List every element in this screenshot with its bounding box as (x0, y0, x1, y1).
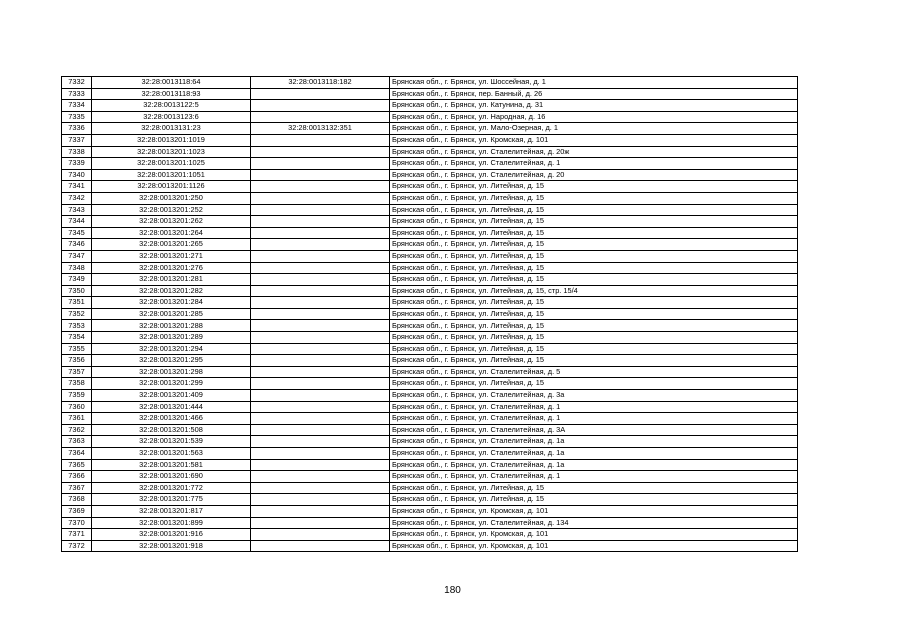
address-cell: Брянская обл., г. Брянск, ул. Сталелитейная, д. 20 (390, 169, 798, 181)
row-number-cell: 7372 (62, 540, 92, 552)
cadastral-number-cell: 32:28:0013201:262 (92, 216, 251, 228)
table-row (62, 424, 798, 436)
cadastral-number-cell: 32:28:0013201:299 (92, 378, 251, 390)
row-number-cell: 7347 (62, 250, 92, 262)
table-row (62, 134, 798, 146)
cadastral-number-cell: 32:28:0013201:285 (92, 308, 251, 320)
address-cell: Брянская обл., г. Брянск, ул. Кромская, д. 101 (390, 505, 798, 517)
cadastral-number-cell: 32:28:0013201:775 (92, 494, 251, 506)
related-cadastral-number-cell (251, 297, 390, 309)
cadastral-number-cell: 32:28:0013201:466 (92, 413, 251, 425)
related-cadastral-number-cell (251, 169, 390, 181)
row-number-cell: 7354 (62, 332, 92, 344)
cadastral-number-cell: 32:28:0013201:252 (92, 204, 251, 216)
row-number-cell: 7361 (62, 413, 92, 425)
related-cadastral-number-cell (251, 100, 390, 112)
row-number-cell: 7368 (62, 494, 92, 506)
cadastral-number-cell: 32:28:0013201:918 (92, 540, 251, 552)
address-cell: Брянская обл., г. Брянск, ул. Сталелитейная, д. 1а (390, 448, 798, 460)
related-cadastral-number-cell (251, 285, 390, 297)
address-cell: Брянская обл., г. Брянск, ул. Сталелитейная, д. 1 (390, 401, 798, 413)
related-cadastral-number-cell (251, 517, 390, 529)
table-row (62, 216, 798, 228)
related-cadastral-number-cell (251, 250, 390, 262)
cadastral-number-cell: 32:28:0013201:250 (92, 192, 251, 204)
address-cell: Брянская обл., г. Брянск, ул. Литейная, д. 15 (390, 343, 798, 355)
cadastral-number-cell: 32:28:0013201:265 (92, 239, 251, 251)
cadastral-number-cell: 32:28:0013201:690 (92, 471, 251, 483)
table-row (62, 505, 798, 517)
address-cell: Брянская обл., г. Брянск, ул. Сталелитейная, д. 5 (390, 366, 798, 378)
cadastral-number-cell: 32:28:0013201:276 (92, 262, 251, 274)
related-cadastral-number-cell (251, 413, 390, 425)
related-cadastral-number-cell (251, 204, 390, 216)
table-row (62, 297, 798, 309)
row-number-cell: 7362 (62, 424, 92, 436)
address-cell: Брянская обл., г. Брянск, ул. Сталелитейная, д. 1а (390, 436, 798, 448)
cadastral-number-cell: 32:28:0013201:1019 (92, 134, 251, 146)
address-cell: Брянская обл., г. Брянск, ул. Сталелитейная, д. 1 (390, 158, 798, 170)
row-number-cell: 7349 (62, 274, 92, 286)
table-row (62, 146, 798, 158)
row-number-cell: 7337 (62, 134, 92, 146)
address-cell: Брянская обл., г. Брянск, ул. Литейная, д. 15 (390, 274, 798, 286)
table-row (62, 192, 798, 204)
related-cadastral-number-cell (251, 482, 390, 494)
registry-table-body (62, 77, 798, 552)
related-cadastral-number-cell (251, 390, 390, 402)
related-cadastral-number-cell (251, 505, 390, 517)
row-number-cell: 7367 (62, 482, 92, 494)
table-row (62, 355, 798, 367)
address-cell: Брянская обл., г. Брянск, ул. Сталелитейная, д. 134 (390, 517, 798, 529)
address-cell: Брянская обл., г. Брянск, ул. Кромская, д. 101 (390, 134, 798, 146)
address-cell: Брянская обл., г. Брянск, ул. Народная, д. 16 (390, 111, 798, 123)
address-cell: Брянская обл., г. Брянск, ул. Шоссейная, д. 1 (390, 77, 798, 89)
cadastral-number-cell: 32:28:0013201:581 (92, 459, 251, 471)
cadastral-number-cell: 32:28:0013201:1051 (92, 169, 251, 181)
related-cadastral-number-cell (251, 192, 390, 204)
table-row (62, 471, 798, 483)
cadastral-number-cell: 32:28:0013201:284 (92, 297, 251, 309)
cadastral-number-cell: 32:28:0013201:281 (92, 274, 251, 286)
table-row (62, 308, 798, 320)
table-row (62, 494, 798, 506)
related-cadastral-number-cell (251, 111, 390, 123)
row-number-cell: 7346 (62, 239, 92, 251)
cadastral-number-cell: 32:28:0013201:563 (92, 448, 251, 460)
related-cadastral-number-cell (251, 459, 390, 471)
row-number-cell: 7371 (62, 529, 92, 541)
related-cadastral-number-cell (251, 158, 390, 170)
row-number-cell: 7334 (62, 100, 92, 112)
row-number-cell: 7365 (62, 459, 92, 471)
related-cadastral-number-cell (251, 343, 390, 355)
row-number-cell: 7355 (62, 343, 92, 355)
row-number-cell: 7353 (62, 320, 92, 332)
related-cadastral-number-cell (251, 540, 390, 552)
table-row (62, 111, 798, 123)
cadastral-number-cell: 32:28:0013123:6 (92, 111, 251, 123)
row-number-cell: 7333 (62, 88, 92, 100)
related-cadastral-number-cell (251, 366, 390, 378)
address-cell: Брянская обл., г. Брянск, ул. Литейная, д. 15 (390, 239, 798, 251)
cadastral-number-cell: 32:28:0013201:294 (92, 343, 251, 355)
related-cadastral-number-cell (251, 308, 390, 320)
cadastral-number-cell: 32:28:0013201:916 (92, 529, 251, 541)
related-cadastral-number-cell (251, 494, 390, 506)
address-cell: Брянская обл., г. Брянск, ул. Литейная, д. 15 (390, 262, 798, 274)
table-row (62, 227, 798, 239)
cadastral-number-cell: 32:28:0013201:298 (92, 366, 251, 378)
row-number-cell: 7350 (62, 285, 92, 297)
row-number-cell: 7345 (62, 227, 92, 239)
address-cell: Брянская обл., г. Брянск, ул. Сталелитейная, д. 1 (390, 471, 798, 483)
table-row (62, 274, 798, 286)
row-number-cell: 7358 (62, 378, 92, 390)
cadastral-number-cell: 32:28:0013118:93 (92, 88, 251, 100)
address-cell: Брянская обл., г. Брянск, ул. Сталелитейная, д. 1 (390, 413, 798, 425)
table-row (62, 332, 798, 344)
related-cadastral-number-cell (251, 274, 390, 286)
row-number-cell: 7352 (62, 308, 92, 320)
row-number-cell: 7369 (62, 505, 92, 517)
cadastral-number-cell: 32:28:0013122:5 (92, 100, 251, 112)
related-cadastral-number-cell (251, 181, 390, 193)
table-row (62, 204, 798, 216)
address-cell: Брянская обл., г. Брянск, ул. Литейная, д. 15 (390, 320, 798, 332)
row-number-cell: 7335 (62, 111, 92, 123)
cadastral-number-cell: 32:28:0013201:289 (92, 332, 251, 344)
row-number-cell: 7357 (62, 366, 92, 378)
address-cell: Брянская обл., г. Брянск, ул. Мало-Озерная, д. 1 (390, 123, 798, 135)
cadastral-number-cell: 32:28:0013201:409 (92, 390, 251, 402)
address-cell: Брянская обл., г. Брянск, ул. Литейная, д. 15 (390, 355, 798, 367)
row-number-cell: 7370 (62, 517, 92, 529)
cadastral-number-cell: 32:28:0013201:288 (92, 320, 251, 332)
table-row (62, 285, 798, 297)
cadastral-number-cell: 32:28:0013201:271 (92, 250, 251, 262)
cadastral-number-cell: 32:28:0013201:282 (92, 285, 251, 297)
registry-table (61, 76, 798, 552)
table-row (62, 77, 798, 89)
table-row (62, 169, 798, 181)
table-row (62, 413, 798, 425)
row-number-cell: 7342 (62, 192, 92, 204)
cadastral-number-cell: 32:28:0013201:899 (92, 517, 251, 529)
cadastral-number-cell: 32:28:0013201:264 (92, 227, 251, 239)
table-row (62, 320, 798, 332)
cadastral-number-cell: 32:28:0013201:508 (92, 424, 251, 436)
cadastral-number-cell: 32:28:0013201:772 (92, 482, 251, 494)
address-cell: Брянская обл., г. Брянск, ул. Кромская, д. 101 (390, 529, 798, 541)
address-cell: Брянская обл., г. Брянск, ул. Литейная, д. 15 (390, 216, 798, 228)
address-cell: Брянская обл., г. Брянск, ул. Сталелитейная, д. 1а (390, 459, 798, 471)
related-cadastral-number-cell (251, 471, 390, 483)
address-cell: Брянская обл., г. Брянск, ул. Сталелитейная, д. 20ж (390, 146, 798, 158)
related-cadastral-number-cell (251, 146, 390, 158)
table-row (62, 378, 798, 390)
related-cadastral-number-cell: 32:28:0013118:182 (251, 77, 390, 89)
address-cell: Брянская обл., г. Брянск, ул. Литейная, д. 15 (390, 250, 798, 262)
row-number-cell: 7366 (62, 471, 92, 483)
table-row (62, 459, 798, 471)
cadastral-number-cell: 32:28:0013201:444 (92, 401, 251, 413)
cadastral-number-cell: 32:28:0013118:64 (92, 77, 251, 89)
table-row (62, 262, 798, 274)
address-cell: Брянская обл., г. Брянск, ул. Катунина, д. 31 (390, 100, 798, 112)
related-cadastral-number-cell (251, 401, 390, 413)
related-cadastral-number-cell (251, 320, 390, 332)
related-cadastral-number-cell (251, 424, 390, 436)
row-number-cell: 7339 (62, 158, 92, 170)
related-cadastral-number-cell (251, 529, 390, 541)
row-number-cell: 7364 (62, 448, 92, 460)
row-number-cell: 7348 (62, 262, 92, 274)
related-cadastral-number-cell (251, 262, 390, 274)
address-cell: Брянская обл., г. Брянск, ул. Литейная, д. 15, стр. 15/4 (390, 285, 798, 297)
address-cell: Брянская обл., г. Брянск, ул. Литейная, д. 15 (390, 204, 798, 216)
row-number-cell: 7332 (62, 77, 92, 89)
related-cadastral-number-cell (251, 378, 390, 390)
address-cell: Брянская обл., г. Брянск, ул. Литейная, д. 15 (390, 482, 798, 494)
table-row (62, 482, 798, 494)
row-number-cell: 7359 (62, 390, 92, 402)
table-row (62, 88, 798, 100)
page-number: 180 (444, 585, 461, 596)
address-cell: Брянская обл., г. Брянск, пер. Банный, д. 26 (390, 88, 798, 100)
table-row (62, 250, 798, 262)
table-row (62, 123, 798, 135)
related-cadastral-number-cell (251, 436, 390, 448)
table-row (62, 401, 798, 413)
row-number-cell: 7360 (62, 401, 92, 413)
table-row (62, 390, 798, 402)
address-cell: Брянская обл., г. Брянск, ул. Литейная, д. 15 (390, 192, 798, 204)
address-cell: Брянская обл., г. Брянск, ул. Литейная, д. 15 (390, 308, 798, 320)
table-row (62, 540, 798, 552)
row-number-cell: 7336 (62, 123, 92, 135)
related-cadastral-number-cell (251, 239, 390, 251)
cadastral-number-cell: 32:28:0013131:23 (92, 123, 251, 135)
table-row (62, 181, 798, 193)
row-number-cell: 7343 (62, 204, 92, 216)
related-cadastral-number-cell (251, 88, 390, 100)
related-cadastral-number-cell (251, 216, 390, 228)
cadastral-number-cell: 32:28:0013201:1126 (92, 181, 251, 193)
row-number-cell: 7344 (62, 216, 92, 228)
table-row (62, 100, 798, 112)
table-row (62, 343, 798, 355)
address-cell: Брянская обл., г. Брянск, ул. Литейная, д. 15 (390, 378, 798, 390)
table-row (62, 239, 798, 251)
address-cell: Брянская обл., г. Брянск, ул. Литейная, д. 15 (390, 181, 798, 193)
related-cadastral-number-cell: 32:28:0013132:351 (251, 123, 390, 135)
address-cell: Брянская обл., г. Брянск, ул. Литейная, д. 15 (390, 297, 798, 309)
related-cadastral-number-cell (251, 227, 390, 239)
table-row (62, 517, 798, 529)
address-cell: Брянская обл., г. Брянск, ул. Сталелитейная, д. 3А (390, 424, 798, 436)
table-row (62, 158, 798, 170)
table-row (62, 448, 798, 460)
cadastral-number-cell: 32:28:0013201:1025 (92, 158, 251, 170)
related-cadastral-number-cell (251, 134, 390, 146)
cadastral-number-cell: 32:28:0013201:539 (92, 436, 251, 448)
row-number-cell: 7340 (62, 169, 92, 181)
table-row (62, 529, 798, 541)
cadastral-number-cell: 32:28:0013201:817 (92, 505, 251, 517)
table-row (62, 366, 798, 378)
address-cell: Брянская обл., г. Брянск, ул. Сталелитейная, д. 3а (390, 390, 798, 402)
cadastral-number-cell: 32:28:0013201:1023 (92, 146, 251, 158)
row-number-cell: 7341 (62, 181, 92, 193)
row-number-cell: 7351 (62, 297, 92, 309)
address-cell: Брянская обл., г. Брянск, ул. Литейная, д. 15 (390, 227, 798, 239)
row-number-cell: 7356 (62, 355, 92, 367)
address-cell: Брянская обл., г. Брянск, ул. Кромская, д. 101 (390, 540, 798, 552)
related-cadastral-number-cell (251, 448, 390, 460)
row-number-cell: 7338 (62, 146, 92, 158)
address-cell: Брянская обл., г. Брянск, ул. Литейная, д. 15 (390, 332, 798, 344)
row-number-cell: 7363 (62, 436, 92, 448)
related-cadastral-number-cell (251, 355, 390, 367)
address-cell: Брянская обл., г. Брянск, ул. Литейная, д. 15 (390, 494, 798, 506)
table-row (62, 436, 798, 448)
related-cadastral-number-cell (251, 332, 390, 344)
cadastral-number-cell: 32:28:0013201:295 (92, 355, 251, 367)
